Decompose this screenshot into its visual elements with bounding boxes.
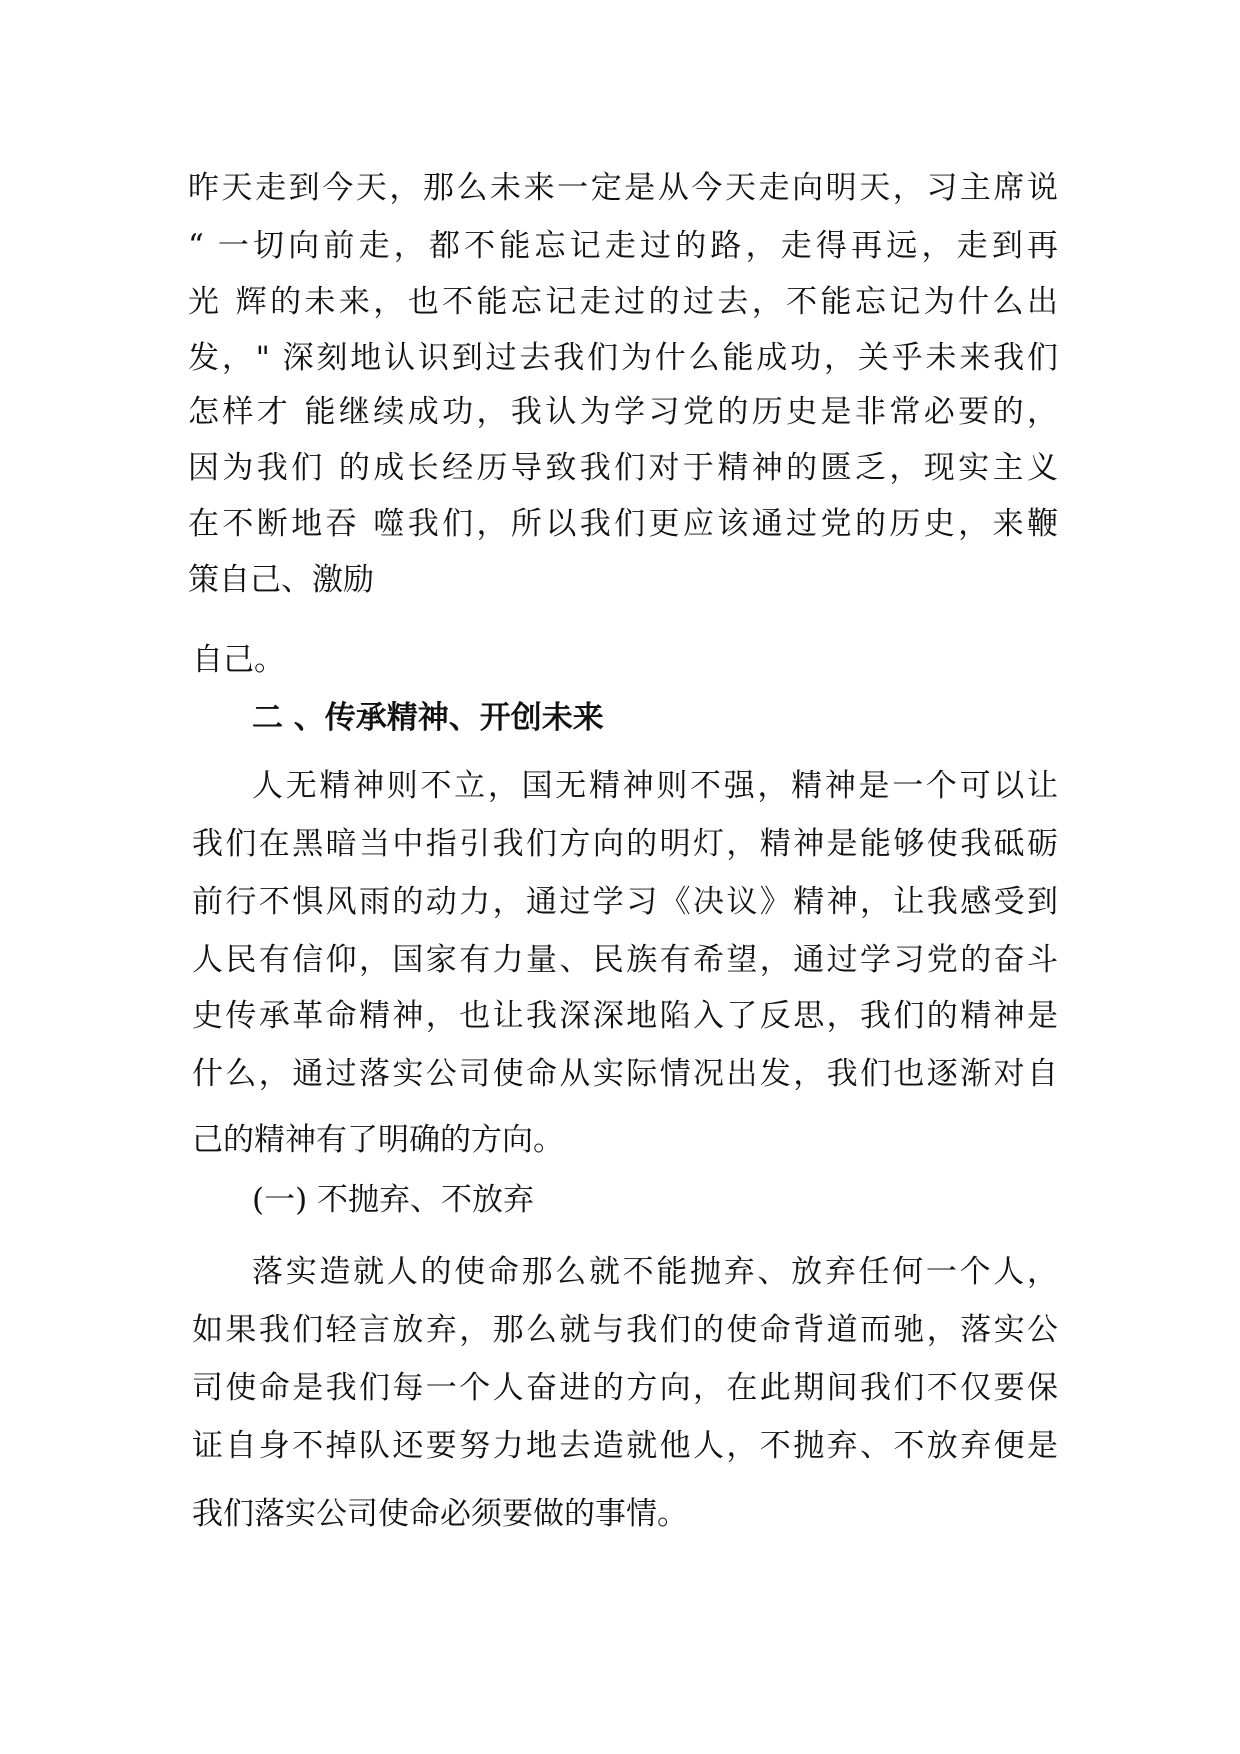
paragraph-line: 我们在黑暗当中指引我们方向的明灯，精神是能够使我砥砺	[192, 826, 1058, 862]
paragraph-line: 司使命是我们每一个人奋进的方向，在此期间我们不仅要保	[192, 1370, 1058, 1406]
paragraph-line: 什么，通过落实公司使命从实际情况出发，我们也逐渐对自	[192, 1056, 1058, 1092]
paragraph-line: 史传承革命精神，也让我深深地陷入了反思，我们的精神是	[192, 998, 1058, 1034]
paragraph-line: 己的精神有了明确的方向。	[192, 1122, 564, 1158]
paragraph-line: 怎样才 能继续成功，我认为学习党的历史是非常必要的，	[188, 394, 1058, 430]
paragraph-line: 策自己、激励	[188, 562, 374, 598]
paragraph-line: 前行不惧风雨的动力，通过学习《决议》精神，让我感受到	[192, 884, 1058, 920]
paragraph-line: 如果我们轻言放弃，那么就与我们的使命背道而驰，落实公	[192, 1312, 1058, 1348]
subsection-heading: (一) 不抛弃、不放弃	[252, 1182, 535, 1218]
paragraph-line: 自己。	[192, 642, 285, 678]
paragraph-line: 我们落实公司使命必须要做的事情。	[192, 1496, 688, 1532]
paragraph-line: 昨天走到今天，那么未来一定是从今天走向明天，习主席说	[188, 170, 1058, 206]
paragraph-line: 光 辉的未来，也不能忘记走过的过去，不能忘记为什么出	[188, 284, 1058, 320]
paragraph-line: “ 一切向前走，都不能忘记走过的路，走得再远，走到再	[188, 228, 1058, 264]
paragraph-line: 在不断地吞 噬我们，所以我们更应该通过党的历史，来鞭	[188, 506, 1058, 542]
section-heading: 二 、传承精神、开创未来	[252, 700, 604, 736]
paragraph-line: 人无精神则不立，国无精神则不强，精神是一个可以让	[252, 768, 1058, 804]
paragraph-line: 因为我们 的成长经历导致我们对于精神的匮乏，现实主义	[188, 450, 1058, 486]
paragraph-line: 人民有信仰，国家有力量、民族有希望，通过学习党的奋斗	[192, 942, 1058, 978]
paragraph-line: 证自身不掉队还要努力地去造就他人，不抛弃、不放弃便是	[192, 1428, 1058, 1464]
paragraph-line: 落实造就人的使命那么就不能抛弃、放弃任何一个人，	[252, 1254, 1058, 1290]
paragraph-line: 发，" 深刻地认识到过去我们为什么能成功，关乎未来我们	[188, 340, 1058, 376]
